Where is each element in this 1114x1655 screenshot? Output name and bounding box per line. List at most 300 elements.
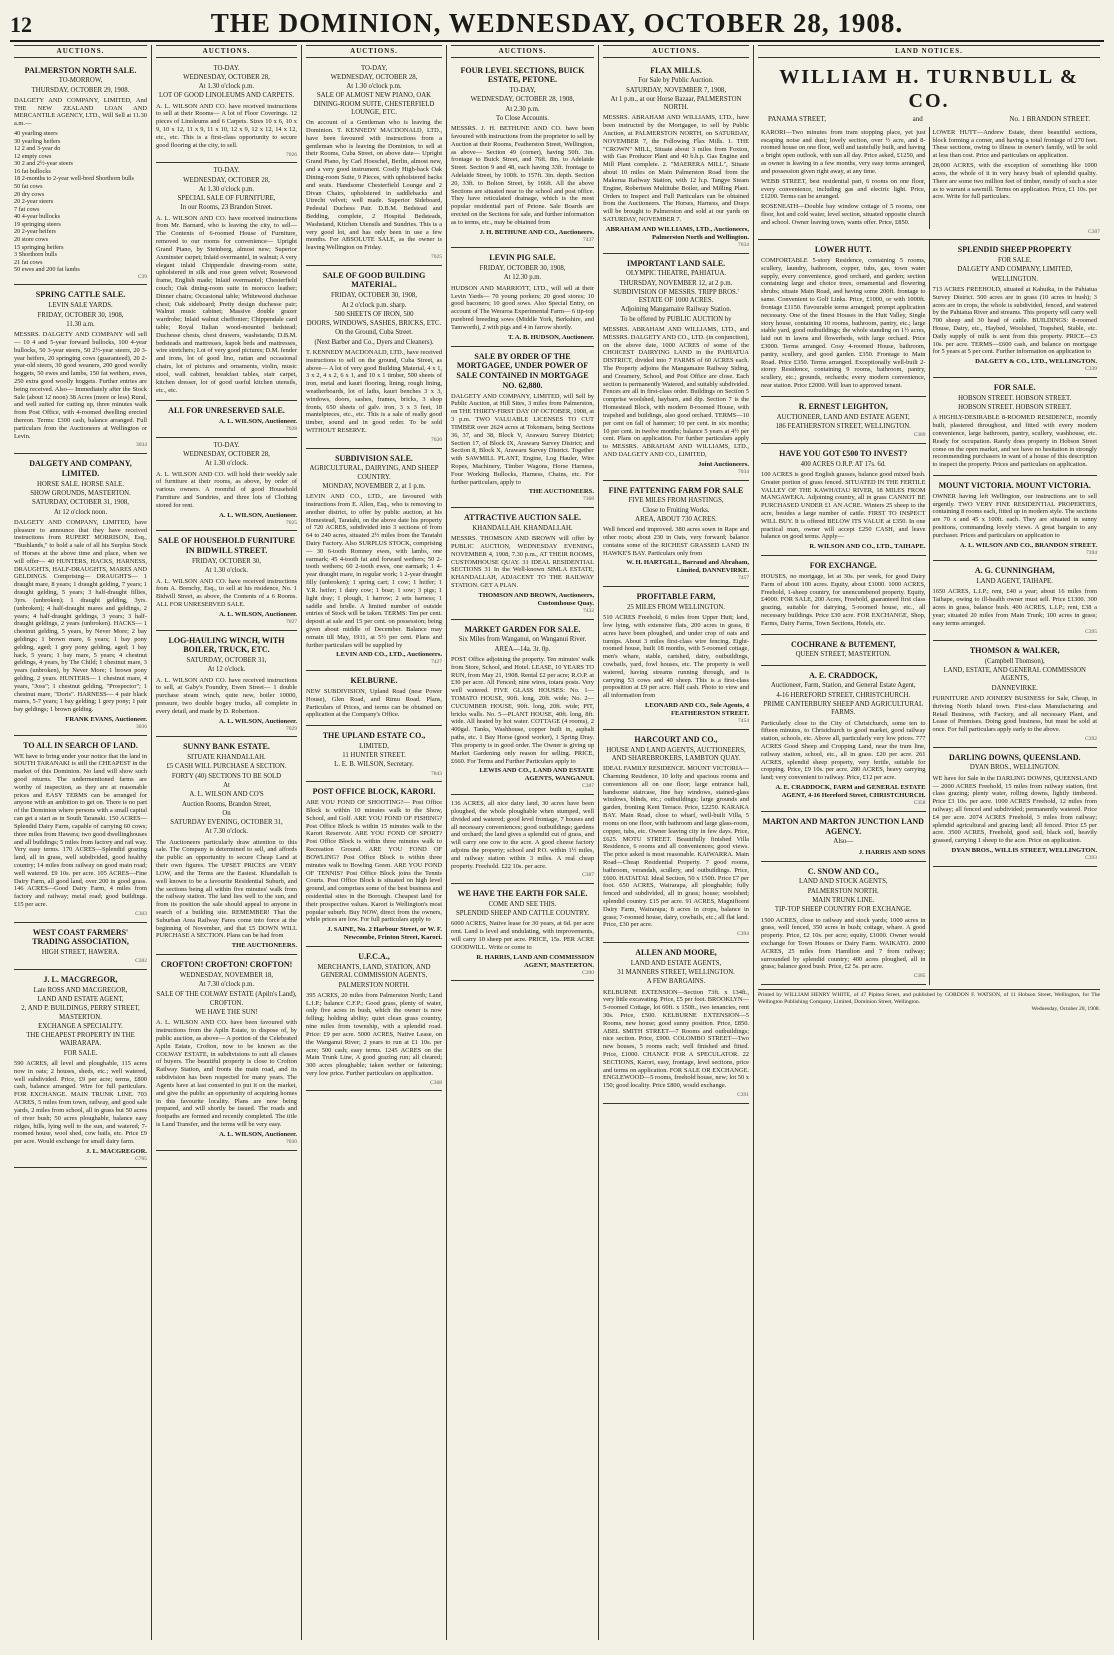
ad-signature: J. L. MACGREGOR. — [86, 1147, 147, 1155]
ad-signature: LEONARD AND CO., Sole Agents, 4 FEATHERSTON STREET. — [644, 702, 749, 718]
land-notices-right — [930, 240, 1101, 985]
ad-subheading: At 1.30 o'clock. — [204, 567, 249, 575]
ad-subheading: FRIDAY, OCTOBER 30, 1908, — [37, 311, 124, 319]
ad-reference-number: 7368 — [583, 496, 594, 503]
column-header: AUCTIONS. — [603, 45, 749, 58]
ad-subheading: MAIN TRUNK LINE. — [812, 896, 875, 904]
ad-subheading: DOORS, WINDOWS, SASHES, BRICKS, ETC. — [306, 320, 442, 328]
ad-subheading: LAND AND ESTATE AGENT, — [37, 996, 124, 1004]
ad-reference-number: C368 — [430, 1079, 442, 1086]
ad-subheading: PALMERSTON NORTH. — [807, 887, 879, 895]
advertisement — [306, 266, 442, 449]
ad-subheading: 11.30 a.m. — [66, 320, 95, 328]
ad-subheading: At 12.30 p.m. — [503, 274, 542, 282]
ad-title: KELBURNE. — [350, 676, 398, 686]
ad-subheading: SUBDIVISION OF MESSRS. TRIPP BROS.' ESTATE OF 1000 ACRES. — [613, 288, 739, 305]
ad-list-line: 3 Shorthorn bulls — [14, 251, 57, 259]
ad-signature: J. SAINE, No. 2 Harbour Street, or W. F. Newcombe, Frinton Street, Karori. — [327, 926, 442, 942]
ad-subheading: SITUATE KHANDALLAH. — [187, 754, 266, 762]
ad-subheading: LAND AGENT, TAIHAPE. — [976, 578, 1053, 586]
ad-subheading: MONDAY, NOVEMBER 2, at 1 p.m. — [322, 482, 426, 490]
column-5 — [599, 45, 754, 1640]
ad-subheading: 500 SHEETS OF IRON, 500 — [334, 310, 414, 318]
ad-body-text: FURNITURE AND JOINERY BUSINESS for Sale, Cheap, in thriving North Island town. First-class Manufacturing and Retail Business, with Factory, and all necessary Plant, and Lease of Premises. Doing good business, but must be sold at once. For full particulars apply early to the above. — [932, 694, 1097, 734]
ad-signature: A. L. WILSON, Auctioneer. — [219, 418, 297, 426]
ad-title: THE UPLAND ESTATE CO., — [322, 731, 426, 741]
advertisement — [156, 631, 297, 738]
masthead — [10, 8, 1104, 42]
ad-subheading: 11 HUNTER STREET. — [342, 752, 406, 760]
advertisement — [156, 61, 297, 164]
ad-title: ALLEN AND MOORE, — [635, 947, 717, 957]
advertisement — [933, 748, 1098, 867]
ad-reference-number: 7026 — [286, 151, 297, 158]
ad-reference-number: 3036 — [136, 724, 147, 731]
ad-subheading: 400 ACRES O.R.P. AT 17s. 6d. — [800, 460, 886, 468]
ad-subheading: 25 MILES FROM WELLINGTON. — [627, 603, 725, 611]
ad-subheading: 4-16 HEREFORD STREET, CHRISTCHURCH. — [776, 691, 911, 699]
ad-signature: LEVIN AND CO., LTD., Auctioneers. — [336, 651, 442, 659]
ad-subheading: HIGH STREET, HAWERA. — [41, 949, 120, 957]
ad-subheading: HOUSE AND LAND AGENTS, AUCTIONEERS, AND SHAREBROKERS, LAMBTON QUAY. — [606, 746, 746, 762]
ad-body-text: 713 ACRES FREEHOLD, situated at Kahuika, in the Pahiatua Survey District. 500 acres are in grass (10 acres in bush); 3 acres are in crops, the whole is subdivided, fenced, and watered by the Pahiatua River and streams. This property will carry well 700 sheep and 30 head of cattle. BUILDINGS: 8-roomed House, Dairy, etc., Haybed, Woolshed, Trapshed, Stable, etc. Daily supply of milk is sent from this property. PRICE—£3 10s. per acre. TERMS—£600 cash, and balance on mortgage for 5 years at 5 per cent. Further information on application to — [932, 285, 1097, 356]
ad-reference-number: 3034 — [136, 442, 147, 449]
ad-signature: R. WILSON AND CO., LTD., TAIHAPE. — [809, 543, 926, 551]
ad-signature: R. HARRIS, LAND AND COMMISSION AGENT, MASTERTON. — [476, 953, 594, 969]
ad-subheading: HORSE SALE. HORSE SALE. — [36, 480, 125, 488]
columns — [10, 45, 1104, 1640]
ad-body-text: OWNER having left Wellington, our instructions are to sell urgently. TWO VERY FINE RESIDENTIAL PROPERTIES, containing 8 rooms each, fitted up in modern style. The sections are 70 x and 45 x 100ft. each. They are situated in sunny positions, commanding lovely views. A great bargain to any purchaser. Prices and particulars on application to — [932, 492, 1097, 539]
advertisement — [451, 884, 594, 981]
ad-reference-number: C392 — [1085, 736, 1097, 743]
advertisement — [761, 444, 926, 556]
ad-title: FLAX MILLS. — [650, 65, 702, 75]
advertisement — [603, 730, 749, 943]
turnbull-advert: WILLIAM H. TURNBULL & CO. PANAMA STREET, and No. 1 BRANDON STREET. KARORI—Two minutes from tram stopping place, yet just escaping noise and dust; lovely section, over ½ acre, and 8-roomed house on one floor, well and tastefully built, and having a bright open outlook, with sun all day. Price asked, £1250, and as owner is leaving in a few months, very easy terms arranged, and possession given right away, at any time. WEBB STREET, best residential part, 6 rooms on one floor, every convenience, including gas and electric light. Price, £1200. Terms can be arranged. ROSENEATH—Double bay window cottage of 5 rooms, one floor, hot and cold water, level section, situated opposite church and school. Owner leaving town, wants offer. Price, £850. LOWER HUTT—Andrew Estate, three beautiful sections, block forming a corner, and having a total frontage of 270 feet. These sections, owing to illness in owner's family, will be sold at less than cost. Price and particulars on application. 28,000 ACRES, with the exception of something like 1000 acres, the whole of it in very heavy bush of splendid quality. There are some two million feet of timber, mostly of such a size as to warrant a sawmill. Terms on application. Price, £1 10s. per acre. Write for full particulars. C307 — [758, 61, 1100, 241]
ad-subheading: LAND, ESTATE, AND GENERAL COMMISSION AGENTS, — [943, 667, 1086, 683]
column-header: LAND NOTICES. — [758, 45, 1100, 58]
ad-title: WEST COAST FARMERS' TRADING ASSOCIATION, — [32, 927, 129, 947]
advertisement — [451, 508, 594, 619]
ad-reference-number: 7034 — [738, 468, 749, 475]
ad-subheading: To be offered by PUBLIC AUCTION by — [620, 315, 732, 323]
column-3 — [302, 45, 447, 1640]
ad-reference-number: C765 — [135, 1155, 147, 1162]
ad-title: ATTRACTIVE AUCTION SALE. — [464, 513, 581, 523]
ad-title: SALE OF HOUSEHOLD FURNITURE IN BIDWILL STREET. — [158, 536, 295, 556]
ad-subheading: TO-DAY, — [360, 64, 388, 72]
ad-subheading: DANNEVIRKE. — [991, 684, 1038, 692]
advertisement — [603, 943, 749, 1104]
ad-body-text: On account of a Gentleman who is leaving the Dominion. T. KENNEDY MACDONALD, LTD., have been favoured with instructions from a gentleman who is leaving the Dominion, to sell at their Rooms, Cuba Street, on above date— Upright Grand Piano, by Carl Hoeschel, Berlin, almost new, and a very good instrument. Costly High-back Oak Dining-room Suite, 9 Pieces, with upholstered backs and seats. Handsome Chesterfield Lounge and 2 Divan Chairs, upholstered in saddlebacks and Utrecht velvet; well made. Superior Sideboard, Pedestal Duchess Pair. D.B.M. Bedstead and Bedding, complete, 2 Hospital Bedsteads, Washstand, Kitchen Utensils and Sundries. This is a very good lot, and has only been in use a few months. For ABSOLUTE SALE, as the owner is leaving Wellington on Friday. — [306, 119, 442, 252]
ad-reference-number: C385 — [913, 973, 926, 980]
advertisement — [451, 248, 594, 346]
ad-subheading: FOR SALE. — [63, 1049, 98, 1057]
ad-subheading: At 1.30 o'clock p.m. — [198, 185, 255, 193]
ad-list-line: 20 2-year steers — [14, 198, 54, 206]
ad-reference-number: 7030 — [286, 1138, 297, 1145]
ad-subheading: KHANDALLAH. KHANDALLAH. — [472, 524, 573, 532]
ad-list-line: 19 springing steers — [14, 220, 61, 228]
ad-reference-number: C387 — [582, 783, 594, 790]
ad-body-text: A. L. WILSON AND CO. have received instructions from Mr. Barnard, who is leaving the city, to sell— The Contents of 6-roomed House of Furniture, removed to our rooms for convenience— Upright Grand Piano, by Steinberg, almost new; Superior Axminster carpet; Inlaid overmantel, in walnut; A very elegant inlaid Chippendale drawing-room suite, upholstered in silk and rose green velvet; Rosewood frame, English made; Inlaid overmantel; Chesterfield couch; Oak dining-room suite in morocco leather; Dinner chairs; Occasional table; Whitewood duchesse chest; Oak sideboard; Pretty design duchesse pair; Walnut music cabinet; Massive double grazer wardrobe; Inlaid walnut cheffonier; Chippendale card table; Royal Italian wood-mounted bedstead; Duchesse chests, chest drawers, washstands; D.B.M. bedsteads and mattresses, kapok beds and mattresses, wire stretchers; Lot of very good pictures; D.M. fender and irons, lot of good lino, rattan and occasional chairs, lot of pictures and ornaments, violin, music stool, wall cabinet, breakfast tables, stair carpet, kitchen dresser, lot of good useful kitchen utensils, etc., etc. — [156, 214, 297, 394]
ad-body-text: MESSRS. THOMSON AND BROWN will offer by PUBLIC AUCTION, WEDNESDAY EVENING, NOVEMBER 4, 1908, 7.30 p.m., AT THEIR ROOMS, CUSTOMHOUSE QUAY. 31 IDEAL RESIDENTIAL SECTIONS 31 In the Well-known SIMLA ESTATE, KHANDALLAH, ADJACENT TO THE RAILWAY STATION. GET A PLAN. — [451, 535, 594, 590]
ad-subheading: SALE OF THE COLWAY ESTATE (Apiln's Land), — [156, 990, 297, 998]
ad-title: PROFITABLE FARM, — [636, 592, 716, 602]
ad-subheading: SALE OF ALMOST NEW PIANO, OAK DINING-ROOM SUITE, CHESTERFIELD LOUNGE, ETC. — [313, 92, 435, 116]
column-land-notices — [754, 45, 1104, 1640]
ad-subheading: CROFTON. — [209, 999, 244, 1007]
turnbull-left-listings — [758, 127, 930, 229]
ad-subheading: At 7.30 o'clock p.m. — [198, 981, 255, 989]
ad-subheading: LEVIN SALE YARDS. — [48, 302, 113, 310]
ad-body-text: HUDSON AND MARRIOTT, LTD., will sell at their Levin Yards— 70 young porkers; 20 good stores; 10 good baconers; 10 good sows. Also Special Entry, on account of The Weraroa Experimental Farm— 6 tip-top purebred breeding sows (Middle York, Berkshire, and Tamworth), 2 with pigs and 4 in farrow shortly. — [451, 284, 594, 331]
ad-subheading: TIP-TOP SHEEP COUNTRY FOR EXCHANGE. — [774, 906, 912, 914]
ad-subheading: FRIDAY, OCTOBER 30, 1908, — [479, 265, 566, 273]
turnbull-listing: ROSENEATH—Double bay window cottage of 5 rooms, one floor, hot and cold water, level section, situated opposite church and school. Owner leaving town, wants offer. Price, £850. — [761, 203, 926, 226]
advertisement — [761, 812, 926, 862]
turnbull-listing: LOWER HUTT—Andrew Estate, three beautiful sections, block forming a corner, and having a total frontage of 270 feet. These sections, owing to illness in owner's family, will be sold at less than cost. Price and particulars on application. — [932, 128, 1097, 160]
ad-title: FINE FATTENING FARM FOR SALE — [608, 485, 744, 495]
ad-title: THOMSON & WALKER, — [969, 646, 1060, 656]
advertisement — [156, 737, 297, 955]
advertisement — [306, 61, 442, 266]
ad-reference-number: 7034 — [738, 241, 749, 248]
ad-title: HARCOURT AND CO., — [634, 734, 718, 744]
ad-subheading: SPLENDID SHEEP AND CATTLE COUNTRY. — [455, 910, 590, 918]
turnbull-name: WILLIAM H. TURNBULL & CO. — [779, 65, 1079, 112]
ad-subheading: THURSDAY, OCTOBER 29, 1908. — [31, 86, 130, 94]
advertisement — [14, 61, 147, 286]
ad-subheading: SPECIAL SALE OF FURNITURE, — [177, 195, 276, 203]
page-number: 12 — [10, 12, 32, 37]
ad-body-text: 510 ACRES Freehold, 6 miles from Upper Hutt; land, low lying, with extensive flats, 200 acres in grass, 8 acres have been ploughed, and under crop of oats and turnips. About 3 miles first-class wire fencing. Eight-roomed house, built 18 months, with 5-roomed cottage, men's whare, stable, cartshed, dairy, outbuildings, cowbails, yard, fowl houses, etc. The property is well watered, having streams running through, and is carrying 53 cows and 40 sheep. This is a first-class proposition at £9 per acre. Half cash. Photo to view and all information from — [603, 614, 749, 700]
ad-subheading: TO-DAY. — [213, 64, 240, 72]
ad-title: FOR EXCHANGE. — [809, 561, 877, 571]
ad-body-text: HOUSES, no mortgage, let at 30s. per week, for good Dairy Farm of about 100 acres. Equity, about £1000. 1000 ACRES, Freehold, 1-sheep country, for unencumbered property. Equity, £4000. FOR SALE, 200 Acres, Freehold, guaranteed first class grazing, suitable for dairying, 5-roomed house, etc., all necessary buildings. Price £30 acre. FOR EXCHANGE, Shop, Farms, Dairy Farms, Town Sections, Hotels, etc. — [761, 573, 926, 627]
ad-list-line: 20 store cows — [14, 235, 49, 243]
ad-title: WE HAVE THE EARTH FOR SALE. — [457, 889, 588, 899]
ad-title: IMPORTANT LAND SALE. — [626, 258, 726, 268]
advertisement — [761, 666, 926, 812]
ad-subheading: WEDNESDAY, NOVEMBER 18, — [179, 971, 274, 979]
ad-subheading: DALGETY AND COMPANY, LIMITED, — [957, 266, 1073, 274]
advertisement — [14, 923, 147, 970]
turnbull-right-listings — [930, 127, 1101, 229]
ad-subheading: EXCHANGE A SPECIALITY. — [38, 1022, 123, 1030]
ad-subheading: At 2 o'clock p.m. sharp. — [341, 301, 407, 309]
ad-reference-number: C390 — [582, 969, 594, 976]
ad-body-text: LEVIN AND CO., LTD., are favoured with instructions from E. Allen, Esq., who is removing to another district, to offer by public auction, at his Homestead, Taratahi, on the above date his property of 720 ACRES, subdivided into 3 sections of from 64 to 240 acres, situated 2½ miles from the Taratahi Dairy Factory. Also SURPLUS STOCK, comprising— 30 6-tooth Romney ewes, with lambs, one earmark; 45 4-tooth fat and forward wethers; 50 2-tooth wethers; 60 2-tooth ewes, one earmark; 1 4-year draught mare, in regular work; 1 2-year draught filly (unbroken); 1 spring cart; 1 cow; 1 heifer; 1 Y.R. heifer; 1 dairy cow; 1 boar; 1 sow; 3 pigs; 1 light dray; 1 plough, 1 harrow; 2 sets harness; 1 saddle and bridle. A limited number of outside entries of Stock will be taken. TERMS: Ten per cent. deposit at sale and 15 per cent. on possession; being given about middle of December. Balance may remain till May, 1911, at 5½ per cent. Plans and further particulars will be supplied by — [306, 493, 442, 649]
ad-subheading: On — [222, 809, 231, 817]
turnbull-listing: KARORI—Two minutes from tram stopping place, yet just escaping noise and dust; lovely section, over ½ acre, and 8-roomed house on one floor, well and tastefully built, and having a bright open outlook, with sun all day. Price asked, £1250, and as owner is leaving in a few months, very easy terms arranged, and possession given right away, at any time. — [761, 128, 926, 175]
ad-subheading: At 1.30 o'clock p.m. — [346, 83, 402, 91]
advertisement — [306, 449, 442, 672]
ad-list-line: 16 fat bullocks — [14, 167, 51, 175]
ad-title: DARLING DOWNS, QUEENSLAND. — [948, 752, 1081, 762]
advertisement — [14, 285, 147, 454]
land-notices-grid — [758, 240, 1100, 985]
ad-list-line: 15 springing heifers — [14, 243, 64, 251]
ad-subheading: FOR SALE. — [997, 257, 1032, 265]
ad-body-text: IDEAL FAMILY RESIDENCE. MOUNT VICTORIA—Charming Residence, 10 lofty and spacious rooms and conveniences all on one floor; large entrance hall, handsome staircase, fine bay windows, stained-glass windows, blinds, etc.; outbuildings; large grounds and garden, fronting Kent Terrace. Price, £2250. KARAKA BAY. Main Road, close to wharf, well-built Villa, 5 rooms on one floor, with bathroom and large glass-room, copper, tubs, etc. Owner leaving city in few days. Price, £625. MOTU STREET. Beautifully finished Villa Residence, 6 rooms and all conveniences; good views. The price asked is most reasonable. KAIWARRA. Main Road—Cheap Residential Property. 7 good rooms, bathroom, verandah, scullery, and outbuildings. Price, £600. HATAITAI. Ideal Section, 50 x 150ft. Price £7 per foot. 650 ACRES, Wairarapa, all ploughable; fully fenced and subdivided, all in grass; house; woolshed; splendid country. £15 per acre. 91 ACRES, Magnificent Dairy Farm, Wairarapa; 8 acres in crops, balance in grass; 7-roomed house, dairy, cowbails, etc.; all flat land. Price, £30 per acre. — [603, 765, 749, 929]
advertisement — [933, 561, 1098, 641]
ad-subheading: (Campbell Thomson), — [984, 657, 1045, 665]
ad-reference-number: C389 — [913, 432, 926, 439]
ad-subheading: Late ROSS AND MACGREGOR, — [33, 986, 128, 994]
advertisement — [603, 61, 749, 254]
ad-subheading: HOBSON STREET. HOBSON STREET. — [958, 394, 1072, 402]
ad-reference-number: 7027 — [286, 618, 297, 625]
ad-body-text: WE have for Sale in the DARLING DOWNS, QUEENSLAND— 2000 ACRES Freehold, 15 miles from railway station, first class grazing; plenty water, rolling downs, lightly timbered. Price £3 10s. per acre. 1000 ACRES Freehold, 12 miles from railway; all fenced and subdivided; permanently watered. Price £4 per acre. 2074 ACRES Freehold, 3 miles from railway; splendid agricultural and grazing land; all fenced. Price £5 per acre. 3500 ACRES, Freehold, good soil, black soil, heavily grassed, carrying 1 sheep to the acre. Price on application. — [932, 774, 1097, 845]
ad-subheading: PALMERSTON NORTH. — [338, 981, 410, 989]
ad-reference-number: C395 — [1085, 629, 1097, 636]
ad-subheading: MERCHANTS, LAND, STATION, AND GENERAL COMMISSION AGENTS, — [317, 964, 431, 980]
ad-body-text: The Auctioneers particularly draw attention to this sale. The Company is determined to sell, and affords the public an opportunity to secure Cheap Land at their own figures. The UPSET PRICES are VERY LOW, and the Terms are the Easiest. Khandallah is well known to be a favourite Residential Suburb, and the sections being all within five minutes' walk from the railway station. The land lies well to the sun, and from its position the sale should appeal to anyone in search of a building site. REMEMBER! That the Suburban Area Railway Fares come into force at the beginning of November, and that £5 DOWN WILL PURCHASE A SECTION. Plans can be had from — [156, 838, 297, 940]
ad-subheading: WEDNESDAY, OCTOBER 28, 1908, — [470, 96, 575, 104]
advertisement — [156, 163, 297, 401]
ad-body-text: DALGETY AND COMPANY, LIMITED, have pleasure to announce that they have received instructions from RUPERT MORRISON, Esq., "Bushlands," to hold a sale of all his Surplus Stock of Horses at the above time and place, when we will offer— 40 HUNTERS, HACKS, HARNESS, DRAUGHTS, HALF-DRAUGHTS, MARES AND GELDINGS. Comprising— DRAUGHTS— 1 draught mare, 8 years; 1 draught gelding, 7 years; 1 draught gelding, 5 years; 3 half-draught fillies, 3yrs. (unbroken); 1 draught gelding, 3yrs. (unbroken); 4 half-draught mares and geldings, 2 years; 4 half-draught geldings, 3 years; 3 half-draught geldings, 2 years (unbroken). HACKS— 1 chestnut gelding, 5 years, by Never More; 2 bay geldings; 1 brown mare, 6 years; 1 bay pony gelding, aged; 1 grey pony gelding, aged; 1 bay hack, 5 years; 1 bay mare, 5 years; 4 chestnut geldings, 4 years, by The Child; 1 chestnut mare, 3 years (unbroken), by Never More; 1 brown pony gelding, 2 years. HUNTERS— 1 chestnut mare, 4 years, "Joss"; 1 chestnut gelding, "Prospector"; 1 chestnut mare, "Doris". HARNESS— 4 pair black mares, 5-7 years; 1 bay gelding; 1 grey pony; 1 pair bay geldings; 1 brown gelding. — [14, 518, 147, 714]
ad-body-text: 1500 ACRES, close to railway and stock yards; 1000 acres in grass, well fenced, 350 acres in bush; cottage, whare. A good property. Price, £2 10s. per acre; equity, £1000. Owner would exchange for Town Houses or Dairy Farm. WAIKATO. 2000 ACRES, 25 miles from Hamilton and 7 from railway; surrounded by splendid country; 400 acres ploughed, all in grass; balance good bush. Price, £2 5s. per acre. — [761, 916, 926, 971]
ad-reference-number: C302 — [135, 958, 147, 965]
ad-signature: A. L. WILSON, Auctioneer. — [219, 511, 297, 519]
ad-reference-number: 7437 — [583, 236, 594, 243]
ad-reference-number: C391 — [737, 1092, 749, 1099]
ad-title: R. ERNEST LEIGHTON, — [798, 401, 888, 411]
ad-subheading: For Sale by Public Auction. — [638, 77, 714, 85]
ad-subheading: At 1.30 o'clock p.m. — [198, 83, 255, 91]
ad-body-text: MESSRS. ABRAHAM AND WILLIAMS, LTD., and MESSRS. DALGETY AND CO., LTD. (in conjunction), on the above date, 1000 ACRES of some of the CHOICEST DAIRYING LAND in the PAHIATUA DISTRICT, divided into 7 FARMS of 60 ACRES each. The Property adjoins the Mangamaire Railway Siding, and Creamery, School, and Post Office are close. Each section is permanently Watered, and suitably subdivided. Fences are all in first-class order. Buildings on Section 5 comprise woolshed, haybarn, and dip. Section 7 is the Homestead Block, with modern 8-roomed House, with trapshed and buildings, also good orchard. TERMS—10 per cent on fall of hammer; 10 per cent. in six months; 10 per cent. in twelve months; balance 5 years at 4½ per cent. Plans on application. For further particulars apply to MESSRS. ABRAHAM AND WILLIAMS, LTD., AND DALGETY AND CO., LIMITED, — [603, 325, 749, 458]
ad-signature: T. A. B. HUDSON, Auctioneer. — [508, 333, 594, 341]
ad-body-text: COMFORTABLE 5-story Residence, containing 5 rooms, scullery, laundry, bathroom, copper, tubs, gas, town water supply, every convenience, good orchard, and garden; section containing large and choice trees, ornamental and flowering shrubs; situate Main Road, and having some 200ft. frontage to same. Convenient to Golf Links. Price, £1000, or with 1000ft. frontage £1150. Favourable terms arranged; prompt application necessary. One of the finest Houses in the Hutt Valley, Single story house, containing 10 rooms, bathroom, pantry, etc.; large stable yard, good outbuildings; the whole standing on 1½ acres, laid out in lawns and flowerbeds, with large orchard. Price £3000. Terms arranged. Cosy 4-roomed House, bathroom, pantry, scullery, and good garden. £350. Frontage to Main Road. Price £350. Terms arranged. Exceptionally well-built 2-storey Residence, containing 9 rooms, bathroom, pantry, scullery, etc.; grounds, orchards; every modern convenience, near station. Price £2000. Will loan to approved tenant. — [761, 257, 926, 390]
ad-reference-number: 7394 — [1086, 549, 1097, 556]
ad-subheading: AUCTIONEER, LAND AND ESTATE AGENT, — [776, 413, 910, 421]
imprint: Printed by WILLIAM HENRY WHITE, of 47 Pipitea Street, and published by GORDON F. WATSON, of 11 Hobson Street, Wellington, for The Wellington Publishing Company, Limited, Dominion Street, Wellington. Wednesday, October 28, 1908. — [758, 989, 1100, 1012]
ad-subheading: HOBSON STREET. HOBSON STREET. — [958, 403, 1072, 411]
ad-subheading: SATURDAY, OCTOBER 31, 1908, — [32, 499, 129, 507]
ad-subheading: LAND AND ESTATE AGENTS, — [630, 959, 722, 967]
ad-title: SPLENDID SHEEP PROPERTY — [957, 245, 1072, 255]
ad-subheading: WEDNESDAY, OCTOBER 28, — [183, 176, 270, 184]
ad-subheading: COME AND SEE THIS. — [488, 900, 557, 908]
ad-body-text: 100 ACRES is good English grasses, balance good mixed bush. Greater portion of grass fenced. SITUATED IN THE FERTILE VALLEY OF THE KAWHATAU RIVER, 18 MILES FROM MANGAWEKA. Adjoining country, all in grass CANNOT BE PURCHASED UNDER £1 AN ACRE. Winters 25 sheep to the acre, besides a large number of cattle. FIRST TO INSPECT WILL BUY. It is offered BELOW ITS VALUE at £350. In one practical man, owner will accept £250 CASH, and leave balance on good terms. Apply— — [761, 470, 926, 541]
ad-title: MOUNT VICTORIA. MOUNT VICTORIA. — [938, 480, 1091, 490]
ad-subheading: LAND AND STOCK AGENTS, — [798, 878, 888, 886]
ad-list-line: 12 empty cows — [14, 152, 52, 160]
advertisement — [761, 862, 926, 985]
ad-reference-number: 7432 — [583, 607, 594, 614]
ad-subheading: SATURDAY, NOVEMBER 7, 1908, — [625, 86, 727, 94]
advertisement — [603, 587, 749, 730]
ad-signature: LEWIS AND CO., LAND AND ESTATE AGENTS, WANGANUI. — [479, 767, 594, 783]
ad-subheading: 31 MANNERS STREET, WELLINGTON. — [617, 968, 735, 976]
ad-list-line: 21 fat cows — [14, 258, 43, 266]
ad-title: A. E. CRADDOCK, — [809, 670, 878, 680]
advertisement — [306, 947, 442, 1091]
ad-title: LEVIN PIG SALE. — [489, 253, 556, 263]
advertisement — [306, 671, 442, 726]
ad-body-text: 395 ACRES, 20 miles from Palmerston North; Land L.I.P.; balance C.F.P.; Good grass, plenty of water, only five acres in bush, which the owner is now felling; holding ability; quiet clean grass country, nine miles from township, with a splendid road. Price: £9 per acre. 5000 ACRES, Native Lease, on the Wanganui River; 2 years to run at £1 10s. per acre; 500 cash; easy terms. 1245 ACRES on the Main Trunk Line, A good grazing run; all cleared; 300 acres ploughable; taken wether or fattening; very low price. Further particulars on application. — [306, 991, 442, 1077]
ad-subheading: WELLINGTON. — [991, 275, 1038, 283]
ad-body-text: A. L. WILSON AND CO. have been favoured with instructions from the Apiln Estate, to dispose of, by public auction, as above— A portion of the Celebrated Apiln Estate, Crofton, now to be known as the COLWAY ESTATE, in subdivisions to suit all classes of buyers. The beautiful property is close to Crofton Railway Station, and fronts the main road, and its subdivision has been respected for many years. The Agents have at last consented to put it on the market, and give the public an opportunity of acquiring homes in this favourite locality. Plans are now being prepared, and will shortly be issued. The roads and footpaths are formed and recently completed. The title is Land Transfer, and the terms will be very easy. — [156, 1019, 297, 1128]
ad-reference-number: 7028 — [286, 426, 297, 433]
ad-reference-number: 7025 — [286, 519, 297, 526]
ad-list-line: 20 dry cows — [14, 190, 45, 198]
ad-subheading: WEDNESDAY, OCTOBER 28, — [183, 451, 270, 459]
ad-title: U.F.C.A., — [358, 952, 390, 962]
ad-body-text: MESSRS. J. H. BETHUNE AND CO. have been favoured with instructions from the proprietor to sell by Auction at their Rooms, Featherston Street, Wellington, as above— Section 49 (corner), having 50ft. 3in. frontage to Buick Street, and 76ft. 8in. to Adelaide Street. Section 9 and 48, each having 33ft. frontage to Adelaide Street, by 100ft. to 157ft. 3in. depth. Section 20, 33ft. to Bolton Street, by 166ft. All the above Sections are situated near to the school and post office. They have reticulated drainage, which is the most popular residential part of Petone. Sale Boards are erected on the Sections for sale, and further information as to terms, etc., may be obtained from — [451, 125, 594, 226]
ad-body-text: NEW SUBDIVISION, Upland Road (near Power House), Glen Road, and Rimu Road. Plans, Particulars of Prices, and terms can be obtained on application at the Company's Office. — [306, 687, 442, 719]
ad-subheading: A FEW BARGAINS. — [646, 978, 706, 986]
ad-list-line: 20 2-year heifers — [14, 228, 56, 236]
ad-body-text: POST Office adjoining the property. Ten minutes' walk from Store, School, and Hotel. LEASE, 10 YEARS TO RUN, from May 21, 1908. Rental £2 per acre; R.O.P. at £30 per acre. All Fenced; nine wires, totara posts. Very well watered. FIVE GLASS HOUSES: No. 1—TOMATO HOUSE, 90ft. long, 20ft. wide; No. 2—CUCUMBER HOUSE, 90ft. long, 20ft. wide; PIT, bricks walls. No. 5—PLANT HOUSE, 40ft. long, 8ft. wide. All heated by hot water. COTTAGE (4 rooms), 2 400gal. Tanks, Washhouse, copper built in, asphalt paths, etc. 1 Bay Horse (good worker), 1 Spring Dray. This property is in good order. The Owner is giving up Market Gardening only reason for selling. PRICE, £660. For Terms and Further Particulars apply to — [451, 655, 594, 765]
ad-subheading: At 12 o'clock. — [207, 666, 246, 674]
ad-reference-number: C339 — [1085, 366, 1097, 373]
ad-body-text: 136 ACRES, all nice dairy land, 30 acres have been ploughed, the whole ploughable when stumped, well divided and watered; good level frontage, 7 houses and all necessary conveniences; good outbuildings; gardens and orchard; the land gives a splendid cut of grass, and will carry one cow to the acre. A good cheese factory adjoins the property; school and P.O. within 1½ miles, and railway station within 3 miles. A real cheap property. Freehold. £22 10s. per acre. — [451, 800, 594, 870]
ad-subheading: WE HAVE THE SUN! — [195, 1009, 258, 1017]
ad-body-text: ARE YOU FOND OF SHOOTING?— Post Office Block is within 10 minutes walk to the Show, School, and Golf. ARE YOU FOND OF FISHING? Post Office Block is within 15 minutes walk to the Karori Reservoir. ARE YOU FOND OF SPORT? Post Office Block is within three minutes walk to Recreation Ground. ARE YOU FOND OF BOWLING? Post Office Block is within three minutes walk to Bowling Green. ARE YOU FOND OF TENNIS? Post Office Block joins the Tennis Courts. Post Office Block is situated on high level ground, and comprises some of the best business and residential sites in the Borough. Cheapest land for their prospective values. Karori is Wellington's most popular suburb. Buy NOW, direct from the owners, while prices are low. For full particulars apply to — [306, 799, 442, 924]
ad-subheading: FRIDAY, OCTOBER 30, — [192, 557, 261, 565]
ad-reference-number: C393 — [1085, 855, 1097, 862]
column-1 — [10, 45, 152, 1640]
ad-list-line: 30 2 and 2½-year steers — [14, 160, 73, 168]
advertisement — [603, 481, 749, 588]
advertisement — [156, 531, 297, 630]
ad-subheading: LIMITED, — [359, 742, 389, 750]
ad-signature: A. L. WILSON AND CO., BRANDON STREET. — [960, 541, 1097, 549]
ad-body-text: A. L. WILSON AND CO. have received instructions to sell at their Rooms— A lot of Floor Coverings. 12 pieces of Linoleums and 6 Carpets. Sizes 10 x 6, 10 x 9, 10 x 12, 11 x 9, 11 x 10, 12 x 9, 12 x 12, 14 x 12, etc., etc. This is a first-class opportunity to secure good flooring at the city, to sell. — [156, 102, 297, 149]
ad-signature: DALGETY & CO., LTD., WELLINGTON. — [975, 358, 1097, 366]
ad-title: ALL FOR UNRESERVED SALE. — [168, 406, 285, 416]
ad-title: TO ALL IN SEARCH OF LAND. — [23, 740, 138, 750]
advertisement — [306, 782, 442, 947]
ad-body-text: WE have to bring under your notice that the land in SOUTH TARANAKI is still the CHEAPEST in the market of this Dominion. No land will show such good returns. The undermentioned farms are worthy of inspection, as they are at reasonable prices and EASY TERMS can be arranged for anyone with an ambition to get on. There is no part of the Dominion where persons with a small capital can get a start as in South Taranaki. 150 ACRES—Splendid Dairy Farm, capable of carrying 60 cows; three miles from Hawera; two good dwellinghouses and all buildings; 5 miles from factory and rail way. Very easy terms. 170 ACRES—Splendid grazing land, all in grass, well subdivided, good healthy country; 14 miles from railway on good main road; well watered. £9 10s. per acre. 105 ACRES—Fine Dairy Farm, all good land, over 200 in good grass. 146 ACRES—Good Dairy Farm, 4 miles from factory and railway; metal road; good buildings. £15 per acre. — [14, 752, 147, 909]
turnbull-listing: 28,000 ACRES, with the exception of something like 1000 acres, the whole of it in very heavy bush of splendid quality. There are some two million feet of timber, mostly of such a size as to warrant a sawmill. Terms on application. Price, £1 10s. per acre. Write for full particulars. — [932, 162, 1097, 201]
ad-subheading: TO-DAY. — [213, 167, 240, 175]
ad-subheading: TO-DAY, — [509, 87, 536, 95]
ad-body-text: 590 ACRES, all level and ploughable, 115 acres now in oats; 2 houses, sheds, etc.; well watered, well subdivided. Price, £9 per acre; terms, £800 cash, balance arranged. Wire for full particulars. FOR EXCHANGE. MAIN TRUNK LINE. 703 ACRES, 5 miles from town, railway, and good sale yards, 2 miles from school, all in grass but 50 acres of river bush; 50 acres ploughable, balance easy ridges, hills, lying well to the sun, and watered; 7-roomed house, wool shed, cow bails, etc. Price £9 per acre. Would exchange for small dairy farm. — [14, 1060, 147, 1146]
ad-body-text: 6000 ACRES, Native lease for 30 years, at 6d. per acre rent. Land is level and undulating, with improvements, will carry 10 sheep per acre. PRICE, 15s. PER ACRE GOODWILL. Write or come to — [451, 920, 594, 951]
ad-title: DALGETY AND COMPANY, LIMITED. — [29, 459, 132, 478]
land-notices-left — [758, 240, 930, 985]
ad-signature: J. H. BETHUNE AND CO., Auctioneers. — [479, 228, 594, 236]
ad-reference-number: 7454 — [738, 718, 749, 725]
ad-reference-number: C387 — [582, 872, 594, 879]
ad-list-line: 7 fat cows — [14, 205, 40, 213]
ad-body-text: Particularly close to the City of Christchurch, some ten to fifteen minutes, to Christchurch to good market, good railway station, schools, etc. Above all, particularly very low prices. 777 ACRES Good Sheep and Cropping Land, near the tram line, railway station, school, etc., all in grass. £20 per acre. 261 ACRES, splendid sheep property, very fertile, suitable for cropping. Price, £9 10s. per acre. 280 ACRES, heavy carrying land; very convenient to railway. Price, £12 per acre. — [761, 719, 926, 782]
ad-subheading: SHOW GROUNDS, MASTERTON. — [30, 489, 131, 497]
advertisement — [306, 726, 442, 782]
ad-subheading: At 2.30 p.m. — [505, 105, 540, 113]
advertisement — [156, 438, 297, 532]
ad-body-text: A. L. WILSON AND CO. have received instructions to sell, at Gaby's Foundry, Ewen Street— 1 double purchase steam winch, quite new, boiler 10000, pressure, two double bogey trucks, all complete in every detail, and made by D. Robertson. — [156, 676, 297, 715]
ad-reference-number: C303 — [135, 910, 147, 917]
ad-subheading: A. L. WILSON AND CO'S — [189, 791, 264, 799]
ad-subheading: FIVE MILES FROM HASTINGS, — [628, 497, 724, 505]
ad-subheading: OLYMPIC THEATRE, PAHIATUA. — [625, 270, 727, 278]
ad-title: SUBDIVISION SALE. — [335, 453, 413, 463]
advertisement — [14, 970, 147, 1168]
ad-subheading: At 1 p.m., at our Horse Bazaar, PALMERSTON NORTH. — [610, 95, 742, 112]
ad-title: SPRING CATTLE SALE. — [35, 290, 126, 300]
advertisement — [933, 240, 1098, 378]
advertisement — [14, 454, 147, 736]
ad-subheading: (Next Barber and Co., Dyers and Cleaners). — [314, 338, 434, 346]
ad-body-text: MESSRS. ABRAHAM AND WILLIAMS, LTD., have been instructed by the Mortgagee, to sell by Public Auction, at PALMERSTON NORTH, on SATURDAY, NOVEMBER 7, the Following Flax Mills. 1. THE "CROWN" MILL, Situate about 3 miles from Foxton, with Gas Producer Plant and 40 b.h.p. Gas Engine and Mill Plant complete. 2. "MAERERA MILL", Situate about 10 miles on Main Palmerston Road from the Makerua Railway Station, with 12 h.p. Tangye Steam Engine, Robertson Multitube Boiler, and Milling Plant. Orders to Inspect and Full Particulars can be obtained from the Auctioneers. The Horses, Harness, and Drays will be brought to Palmerston and sold at our yards on SATURDAY, NOVEMBER 7. — [603, 114, 749, 223]
ad-title: SALE OF GOOD BUILDING MATERIAL. — [322, 270, 426, 290]
ad-title: MARTON AND MARTON JUNCTION LAND AGENCY. — [762, 816, 924, 836]
ad-body-text: MESSRS. DALGETY AND COMPANY will sell— 10 4 and 5-year forward bullocks, 100 4-year bullocks, 50 3-year steers, 50 2½-year steers, 20 3-year heifers, 20 springing cows (guaranteed), 20 2-year-old steers, 30 good weaners, 200 good woolly hoggets, 50 ewes and lambs, 150 fat wethers, ewes, 250 extra good woolly hoggets. Further entries are being received. Also— Immediately after the Stock Sale (about 12 noon) 38 Acres (more or less) Rural, and well suited for cutting up, three minutes walk from Post Office, with 4-roomed dwelling erected thereon. Terms: £300 cash, balance arranged. Full particulars from the Auctioneers at Wellington or Levin. — [14, 331, 147, 440]
ad-list-line: 40 yearling steers — [14, 130, 58, 138]
ad-signature: THE AUCTIONEERS. — [528, 488, 594, 496]
ad-title: A. G. CUNNINGHAM, — [974, 566, 1055, 576]
ad-body-text: DALGETY AND COMPANY, LIMITED, will Sell by Public Auction, at Hill Sites, 3 miles from Palmerston, on THE THIRTY-FIRST DAY OF OCTOBER, 1908, at 3 p.m. TWO VALUABLE LICENSES TO CUT TIMBER over 2624 acres at Tokomaru, being Sections 36, 37, and 38, Block V, Arawaru Survey District; Section 17, of Block IX, Arawaru Survey District; and Section 8, Block X, Arawaru Survey District. Together with SAWMILL PLANT, Engine, Log Hauler, Wire Ropes, Machinery, Timber Wagons, Horse Harness, Four Working Bullocks, Harness, Chains, etc. For further particulars, apply to — [451, 392, 595, 486]
column-header: AUCTIONS. — [306, 45, 442, 58]
advertisement — [761, 635, 926, 666]
ad-signature: W. H. HARTGILL, Barraud and Abraham, Limited, DANNEVIRKE. — [626, 559, 749, 575]
column-header: AUCTIONS. — [451, 45, 594, 58]
ad-title: COCHRANE & BUTEMENT, — [790, 639, 896, 649]
ad-list-line: 40 4-year bullocks — [14, 213, 61, 221]
ad-body-text: A. L. WILSON AND CO. will hold their weekly sale of furniture at their rooms, as above, by order of various owners. A roomful of good Household Furniture and Sundries, and three lots of Clothing stored for rent. — [156, 470, 297, 509]
ad-subheading: Auction Rooms, Brandon Street, — [182, 800, 271, 808]
ad-subheading: Also— — [833, 838, 854, 846]
ad-title: FOUR LEVEL SECTIONS, BUICK ESTATE, PETONE. — [460, 65, 585, 85]
ad-subheading: On the Ground, Cuba Street. — [335, 329, 413, 337]
advertisement — [156, 401, 297, 437]
ad-signature: ABRAHAM AND WILLIAMS, LTD., Auctioneers, Palmerston North and Wellington. — [605, 225, 749, 241]
ad-reference-number: 7029 — [286, 725, 297, 732]
ad-title: LOWER HUTT. — [814, 245, 872, 255]
ad-subheading: AREA—14a. 3r. 0p. — [494, 645, 551, 653]
ad-subheading: WEDNESDAY, OCTOBER 28, — [330, 73, 418, 81]
ad-subheading: PRIME CANTERBURY SHEEP AND AGRICULTURAL FARMS. — [763, 701, 924, 717]
ad-subheading: AGRICULTURAL, DAIRYING, AND SHEEP COUNTRY. — [309, 465, 439, 481]
column-2 — [152, 45, 302, 1640]
ad-title: J. L. MACGREGOR, — [43, 975, 118, 985]
ad-subheading: TO-MORROW, — [58, 77, 103, 85]
ad-subheading: SATURDAY, OCTOBER 31, — [186, 657, 267, 664]
ad-subheading: 2, AND P. BUILDINGS, PERRY STREET, MASTERTON. — [21, 1005, 140, 1021]
ad-subheading: FRIDAY, OCTOBER 30, 1908, — [331, 292, 417, 300]
advertisement — [761, 240, 926, 397]
advertisement — [451, 347, 594, 508]
ad-title: HAVE YOU GOT £500 TO INVEST? — [779, 448, 908, 458]
ad-title: POST OFFICE BLOCK, KARORI. — [312, 787, 436, 797]
advertisement — [451, 61, 594, 249]
ad-signature: DYAN BROS., WILLIS STREET, WELLINGTON. — [951, 847, 1097, 855]
ad-body-text: 1650 ACRES, L.I.P.; rent, £40 a year; about 16 miles from Taihape, owing to ill-health owner must sell. Price £1300. 300 acres in grass, balance bush. 400 ACRES, L.I.P.; rent, £38 a year; situated 20 miles from Main Trunk; 100 acres in grass; easy terms arranged. — [932, 588, 1097, 627]
ad-subheading: DYAN BROS., WELLINGTON. — [969, 764, 1060, 772]
ad-body-text: DALGETY AND COMPANY, LIMITED, And THE NEW ZEALAND LOAN AND MERCANTILE AGENCY, LTD., Will Sell at 11.30 a.m.— — [14, 96, 147, 128]
ad-subheading: At 7.30 o'clock. — [204, 828, 249, 836]
ad-signature: A. L. WILSON, Auctioneer. — [219, 717, 297, 725]
ad-subheading: SATURDAY EVENING, OCTOBER 31, — [170, 819, 283, 827]
ad-reference-number: 7026 — [431, 436, 442, 443]
ad-reference-number: 7457 — [738, 575, 749, 582]
ad-signature: Joint Auctioneers. — [698, 460, 749, 468]
ad-title: C. SNOW AND CO., — [807, 866, 879, 876]
advertisement — [451, 620, 594, 795]
ad-subheading: At 12 o'clock noon. — [53, 508, 108, 516]
ad-subheading: THE CHEAPEST PROPERTY IN THE WAIRARAPA. — [26, 1032, 135, 1048]
ad-subheading: FORTY (40) SECTIONS TO BE SOLD — [171, 772, 282, 780]
newspaper-title: THE DOMINION, WEDNESDAY, OCTOBER 28, 1908. — [210, 8, 904, 38]
ad-subheading: LOT OF GOOD LINOLEUMS AND CARPETS. — [158, 92, 295, 100]
advertisement — [451, 795, 594, 884]
ad-subheading: Adjoining Mangamaire Railway Station. — [620, 306, 732, 314]
advertisement — [933, 641, 1098, 748]
